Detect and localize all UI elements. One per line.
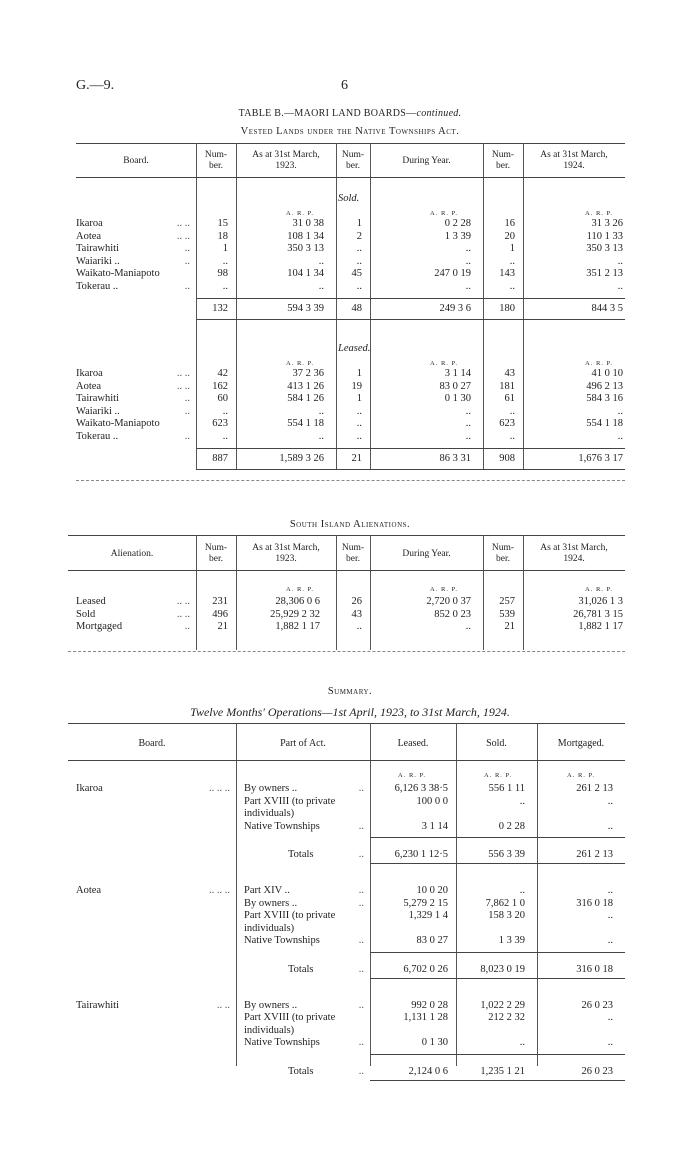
leader-dots: .. xyxy=(184,243,190,254)
area-year: .. xyxy=(465,280,471,292)
leader-dots: .. .. xyxy=(176,596,190,607)
alienation-type: Sold xyxy=(76,608,96,620)
column-rule xyxy=(523,143,524,470)
leader-dots: .. .. .. xyxy=(209,885,230,896)
rule xyxy=(370,978,625,979)
column-rule xyxy=(196,143,197,470)
column-rule xyxy=(537,723,538,1066)
column-header: As at 31st March, 1924. xyxy=(540,150,608,171)
leased-area: 83 0 27 xyxy=(416,935,448,946)
area-1923: 104 1 34 xyxy=(287,268,324,279)
area-1924: 31 3 26 xyxy=(591,218,623,229)
number-1923: .. xyxy=(222,255,228,267)
leader-dots: .. xyxy=(358,820,364,832)
area-1923: 413 1 26 xyxy=(287,380,324,392)
area-1923: 108 1 34 xyxy=(287,230,324,242)
mortgaged-area: 316 0 18 xyxy=(576,897,613,909)
rule xyxy=(370,1054,625,1055)
number-year: 19 xyxy=(351,380,362,392)
board-name: Aotea xyxy=(76,230,102,242)
area-1924: 26,781 3 15 xyxy=(573,608,623,620)
total-number-1924: 908 xyxy=(499,453,515,464)
sold-area: 1 3 39 xyxy=(498,935,525,946)
number-1923: 231 xyxy=(212,596,228,607)
area-1924: .. xyxy=(617,280,623,292)
leased-label: Leased. xyxy=(338,343,371,354)
part-of-act: Part XVIII (to private xyxy=(244,795,336,807)
total-sold: 556 3 39 xyxy=(488,849,525,860)
total-area-1923: 594 3 39 xyxy=(287,303,324,314)
area-1924: 31,026 1 3 xyxy=(578,596,623,607)
column-rule xyxy=(456,723,457,1066)
rule xyxy=(370,863,625,864)
area-1923: 31 0 38 xyxy=(292,218,324,229)
document-reference: G.—9. xyxy=(76,78,115,93)
arp-header: A. R. P. xyxy=(430,210,459,217)
part-of-act: Part XIV .. xyxy=(244,885,290,896)
leader-dots: .. xyxy=(184,430,190,442)
sold-area: 1,022 2 29 xyxy=(480,999,525,1011)
leader-dots: .. xyxy=(184,621,190,632)
area-1923: 28,306 0 6 xyxy=(275,596,320,607)
part-of-act: individuals) xyxy=(244,808,295,819)
mortgaged-area: .. xyxy=(607,910,613,921)
leader-dots: .. xyxy=(184,280,190,292)
number-year: 1 xyxy=(356,368,362,379)
part-of-act: By owners .. xyxy=(244,783,298,794)
number-year: 26 xyxy=(351,596,362,607)
total-sold: 1,235 1 21 xyxy=(480,1065,525,1077)
number-1923: 42 xyxy=(217,368,228,379)
number-1923: 98 xyxy=(217,268,228,279)
area-year: .. xyxy=(465,418,471,429)
rule xyxy=(68,535,625,536)
board-name: Ikaroa xyxy=(76,218,103,229)
column-header: Leased. xyxy=(397,738,429,749)
number-1924: .. xyxy=(509,430,515,442)
sold-label: Sold. xyxy=(338,193,360,204)
total-mortgaged: 261 2 13 xyxy=(576,849,613,860)
area-1924: 584 3 16 xyxy=(586,393,623,404)
board-name: Tokerau .. xyxy=(76,280,119,292)
area-1924: 351 2 13 xyxy=(586,268,623,279)
number-1924: 1 xyxy=(509,243,515,254)
total-sold: 8,023 0 19 xyxy=(480,963,525,975)
board-name: Waikato-Maniapoto xyxy=(76,268,160,279)
column-rule xyxy=(236,723,237,1066)
sold-area: .. xyxy=(519,1037,525,1048)
total-leased: 6,230 1 12·5 xyxy=(394,849,448,860)
part-of-act: Native Townships xyxy=(244,1037,320,1048)
rule xyxy=(68,570,625,571)
number-1924: 16 xyxy=(504,218,515,229)
rule xyxy=(370,952,625,953)
number-year: 1 xyxy=(356,218,362,229)
column-header: During Year. xyxy=(402,156,451,166)
number-1923: 15 xyxy=(217,218,228,229)
mortgaged-area: .. xyxy=(607,885,613,896)
column-header: Board. xyxy=(138,738,166,749)
leased-area: 992 0 28 xyxy=(411,999,448,1011)
part-of-act: Part XVIII (to private xyxy=(244,910,336,921)
column-header: As at 31st March, 1924. xyxy=(540,543,608,564)
column-rule xyxy=(483,143,484,470)
area-year: 0 1 30 xyxy=(444,393,471,404)
area-1923: 554 1 18 xyxy=(287,418,324,429)
leased-area: 100 0 0 xyxy=(416,795,448,807)
board-name: Ikaroa xyxy=(76,783,103,794)
sold-area: .. xyxy=(519,795,525,807)
leader-dots: .. xyxy=(184,393,190,404)
area-1924: .. xyxy=(617,255,623,267)
column-header: Alienation. xyxy=(110,549,154,559)
rule xyxy=(370,1080,625,1081)
arp-header: A. R. P. xyxy=(585,586,614,593)
area-year: 852 0 23 xyxy=(434,608,471,620)
board-name: Tairawhiti xyxy=(76,999,119,1011)
total-area-1924: 1,676 3 17 xyxy=(578,453,623,464)
number-1924: 143 xyxy=(499,268,515,279)
leader-dots: .. xyxy=(184,405,190,417)
arp-header: A. R. P. xyxy=(484,772,513,779)
rule xyxy=(76,143,625,144)
number-1924: 181 xyxy=(499,380,515,392)
arp-header: A. R. P. xyxy=(286,586,315,593)
number-year: .. xyxy=(356,621,362,632)
area-year: 1 3 39 xyxy=(444,230,471,242)
column-header: As at 31st March, 1923. xyxy=(252,150,320,171)
mortgaged-area: .. xyxy=(607,1012,613,1023)
area-year: 83 0 27 xyxy=(439,380,471,392)
board-name: Ikaroa xyxy=(76,368,103,379)
leader-dots: .. .. xyxy=(176,230,190,242)
area-1923: .. xyxy=(318,430,324,442)
area-1923: 350 3 13 xyxy=(287,243,324,254)
part-of-act: Part XVIII (to private xyxy=(244,1012,336,1023)
column-rule xyxy=(336,143,337,470)
arp-header: A. R. P. xyxy=(585,360,614,367)
arp-header: A. R. P. xyxy=(585,210,614,217)
column-header: During Year. xyxy=(402,549,451,559)
column-header: As at 31st March, 1923. xyxy=(252,543,320,564)
rule xyxy=(196,448,625,449)
area-year: 247 0 19 xyxy=(434,268,471,279)
leased-area: 1,131 1 28 xyxy=(403,1012,448,1023)
leader-dots: .. .. xyxy=(176,218,190,229)
sold-area: 556 1 11 xyxy=(488,783,525,794)
area-1923: .. xyxy=(318,405,324,417)
leased-area: 6,126 3 38·5 xyxy=(394,783,448,794)
number-1923: 18 xyxy=(217,230,228,242)
mortgaged-area: .. xyxy=(607,935,613,946)
rule xyxy=(76,177,625,178)
number-1924: 623 xyxy=(499,418,515,429)
arp-header: A. R. P. xyxy=(430,360,459,367)
leased-area: 5,279 2 15 xyxy=(403,897,448,909)
rule xyxy=(76,480,625,481)
number-1923: 1 xyxy=(222,243,228,254)
alienation-type: Leased xyxy=(76,596,106,607)
number-year: .. xyxy=(356,405,362,417)
rule xyxy=(196,469,625,470)
rule xyxy=(196,319,625,320)
area-1924: 496 2 13 xyxy=(586,380,623,392)
mortgaged-area: 261 2 13 xyxy=(576,783,613,794)
table-b-title: TABLE B.—MAORI LAND BOARDS—continued. xyxy=(238,108,462,119)
leader-dots: .. .. xyxy=(216,999,230,1011)
total-area-1924: 844 3 5 xyxy=(591,303,623,314)
number-year: .. xyxy=(356,255,362,267)
area-1924: 1,882 1 17 xyxy=(578,621,623,632)
total-mortgaged: 26 0 23 xyxy=(581,1065,613,1077)
total-mortgaged: 316 0 18 xyxy=(576,963,613,975)
board-name: Aotea xyxy=(76,885,102,896)
summary-subtitle: Twelve Months' Operations—1st April, 1923, to 31st March, 1924. xyxy=(190,705,510,719)
total-number-1923: 887 xyxy=(212,453,228,464)
number-year: .. xyxy=(356,430,362,442)
rule xyxy=(68,723,625,724)
board-name: Aotea xyxy=(76,380,102,392)
column-header: Num- ber. xyxy=(204,150,228,171)
column-header: Num- ber. xyxy=(341,543,365,564)
number-year: .. xyxy=(356,280,362,292)
total-area-year: 249 3 6 xyxy=(439,303,471,314)
number-1924: .. xyxy=(509,280,515,292)
column-header: Sold. xyxy=(486,738,507,749)
total-number-year: 21 xyxy=(351,453,362,464)
number-year: 45 xyxy=(351,268,362,279)
rule xyxy=(68,760,625,761)
leader-dots: .. xyxy=(358,963,364,975)
sold-area: .. xyxy=(519,885,525,896)
area-1924: 41 0 10 xyxy=(591,368,623,379)
number-1924: 21 xyxy=(504,621,515,632)
area-1924: 350 3 13 xyxy=(586,243,623,254)
part-of-act: By owners .. xyxy=(244,999,298,1011)
number-1923: 162 xyxy=(212,380,228,392)
number-1923: 21 xyxy=(217,621,228,632)
leader-dots: .. xyxy=(358,1037,364,1048)
board-name: Waikato-Maniapoto xyxy=(76,418,160,429)
part-of-act: individuals) xyxy=(244,922,295,934)
leader-dots: .. .. xyxy=(176,368,190,379)
column-header: Mortgaged. xyxy=(557,738,605,749)
total-number-year: 48 xyxy=(351,303,362,314)
area-year: .. xyxy=(465,255,471,267)
sold-area: 7,862 1 0 xyxy=(485,897,525,909)
area-1924: 110 1 33 xyxy=(586,230,623,242)
area-year: .. xyxy=(465,430,471,442)
board-name: Tairawhiti xyxy=(76,393,119,404)
number-1924: 20 xyxy=(504,230,515,242)
number-year: 2 xyxy=(356,230,362,242)
area-1924: .. xyxy=(617,430,623,442)
area-year: .. xyxy=(465,621,471,632)
board-name: Waiariki .. xyxy=(76,255,120,267)
summary-title: Summary. xyxy=(327,686,373,697)
leased-area: 10 0 20 xyxy=(416,885,448,896)
totals-label: Totals xyxy=(288,849,314,860)
number-1924: .. xyxy=(509,255,515,267)
arp-header: A. R. P. xyxy=(430,586,459,593)
sold-area: 158 3 20 xyxy=(488,910,525,921)
area-year: 3 1 14 xyxy=(444,368,471,379)
rule xyxy=(196,298,625,299)
number-year: .. xyxy=(356,243,362,254)
number-1924: 61 xyxy=(504,393,515,404)
mortgaged-area: .. xyxy=(607,820,613,832)
part-of-act: By owners .. xyxy=(244,897,298,909)
column-rule xyxy=(236,143,237,470)
total-number-1923: 132 xyxy=(212,303,228,314)
arp-header: A. R. P. xyxy=(286,360,315,367)
area-year: 2,720 0 37 xyxy=(426,596,471,607)
area-year: .. xyxy=(465,243,471,254)
totals-label: Totals xyxy=(288,963,314,975)
leased-area: 0 1 30 xyxy=(421,1037,448,1048)
number-1923: 496 xyxy=(212,608,228,620)
area-1923: 1,882 1 17 xyxy=(275,621,320,632)
number-1924: 43 xyxy=(504,368,515,379)
area-1923: 37 2 36 xyxy=(292,368,324,379)
rule xyxy=(370,837,625,838)
area-year: .. xyxy=(465,405,471,417)
board-name: Tairawhiti xyxy=(76,243,119,254)
totals-label: Totals xyxy=(288,1065,314,1077)
sold-area: 0 2 28 xyxy=(498,820,525,832)
column-rule xyxy=(370,143,371,470)
column-header: Num- ber. xyxy=(491,543,515,564)
total-number-1924: 180 xyxy=(499,303,515,314)
part-of-act: individuals) xyxy=(244,1024,295,1036)
area-year: 0 2 28 xyxy=(444,218,471,229)
number-year: 43 xyxy=(351,608,362,620)
column-header: Part of Act. xyxy=(280,738,326,749)
mortgaged-area: 26 0 23 xyxy=(581,999,613,1011)
number-year: 1 xyxy=(356,393,362,404)
number-1923: 623 xyxy=(212,418,228,429)
board-name: Waiariki .. xyxy=(76,405,120,417)
column-header: Num- ber. xyxy=(341,150,365,171)
area-1923: .. xyxy=(318,280,324,292)
number-1923: .. xyxy=(222,430,228,442)
area-1924: 554 1 18 xyxy=(586,418,623,429)
board-name: Tokerau .. xyxy=(76,430,119,442)
leader-dots: .. xyxy=(358,1065,364,1077)
leader-dots: .. xyxy=(358,897,364,909)
number-1924: 539 xyxy=(499,608,515,620)
leader-dots: .. xyxy=(358,783,364,794)
total-area-1923: 1,589 3 26 xyxy=(279,453,324,464)
arp-header: A. R. P. xyxy=(567,772,596,779)
leader-dots: .. .. .. xyxy=(209,783,230,794)
mortgaged-area: .. xyxy=(607,795,613,807)
column-rule xyxy=(370,723,371,1066)
sold-area: 212 2 32 xyxy=(488,1012,525,1023)
leased-area: 3 1 14 xyxy=(421,820,448,832)
south-island-title: South Island Alienations. xyxy=(289,519,411,530)
column-header: Num- ber. xyxy=(491,150,515,171)
number-1923: .. xyxy=(222,280,228,292)
area-1923: .. xyxy=(318,255,324,267)
leader-dots: .. .. xyxy=(176,608,190,620)
number-year: .. xyxy=(356,418,362,429)
part-of-act: Native Townships xyxy=(244,820,320,832)
arp-header: A. R. P. xyxy=(286,210,315,217)
number-1923: 60 xyxy=(217,393,228,404)
number-1924: 257 xyxy=(499,596,515,607)
leased-area: 1,329 1 4 xyxy=(408,910,448,921)
leader-dots: .. xyxy=(184,255,190,267)
page-number: 6 xyxy=(341,78,348,93)
leader-dots: .. .. xyxy=(176,380,190,392)
column-header: Num- ber. xyxy=(204,543,228,564)
area-1923: 584 1 26 xyxy=(287,393,324,404)
total-area-year: 86 3 31 xyxy=(439,453,471,464)
rule xyxy=(68,651,625,652)
number-1924: .. xyxy=(509,405,515,417)
leader-dots: .. xyxy=(358,849,364,860)
area-1924: .. xyxy=(617,405,623,417)
arp-header: A. R. P. xyxy=(398,772,427,779)
area-1923: 25,929 2 32 xyxy=(270,608,320,620)
alienation-type: Mortgaged xyxy=(76,621,123,632)
number-1923: .. xyxy=(222,405,228,417)
mortgaged-area: .. xyxy=(607,1037,613,1048)
leader-dots: .. xyxy=(358,935,364,946)
total-leased: 2,124 0 6 xyxy=(408,1065,448,1077)
leader-dots: .. xyxy=(358,999,364,1011)
column-header: Board. xyxy=(123,156,149,166)
total-leased: 6,702 0 26 xyxy=(403,963,448,975)
part-of-act: Native Townships xyxy=(244,935,320,946)
table-b-subtitle: Vested Lands under the Native Townships Act. xyxy=(240,126,460,137)
leader-dots: .. xyxy=(358,885,364,896)
